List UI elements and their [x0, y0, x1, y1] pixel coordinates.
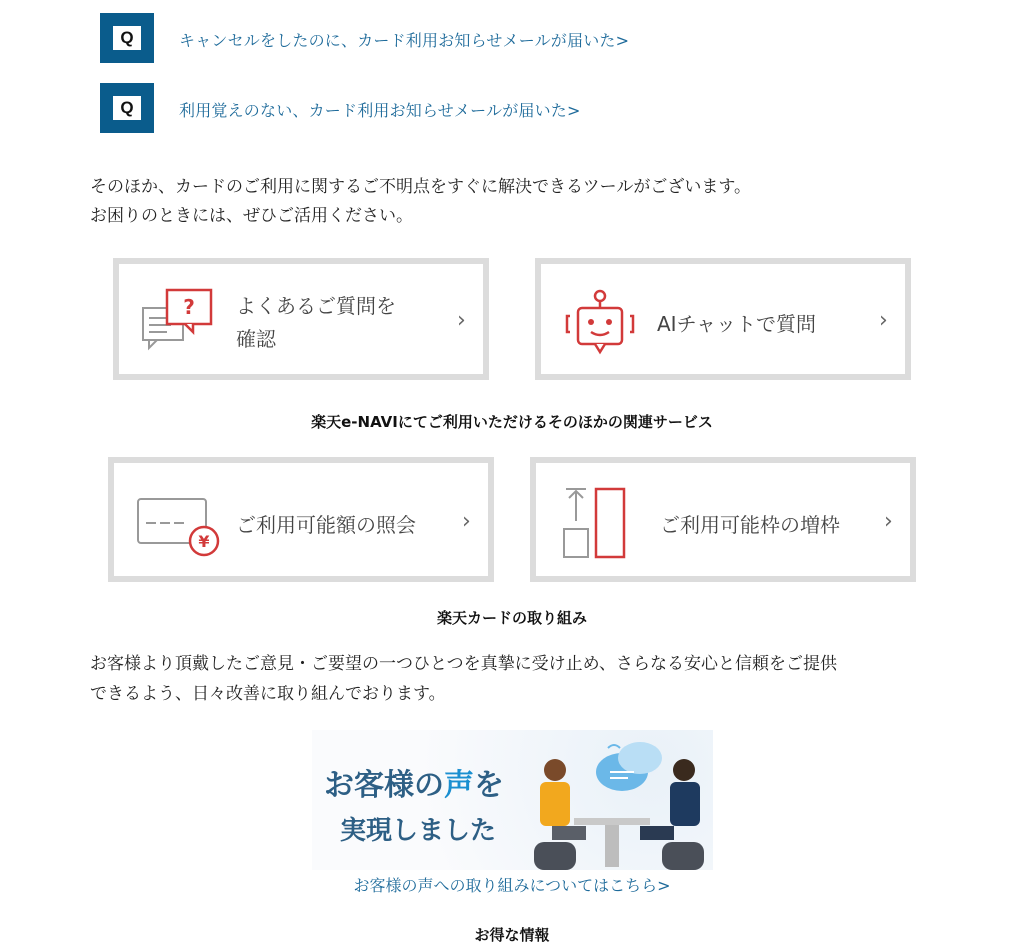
intro-text-line1: そのほか、カードのご利用に関するご不明点をすぐに解決できるツールがございます。	[90, 177, 751, 197]
chevron-right-icon: ›	[457, 308, 466, 333]
banner-text-koe: 声	[444, 768, 474, 803]
chevron-right-icon: ›	[884, 509, 893, 534]
limit-increase-label: ご利用可能枠の増枠	[660, 513, 840, 537]
limit-increase-card[interactable]	[530, 457, 916, 582]
robot-icon	[561, 286, 639, 358]
chevron-right-icon: ›	[879, 308, 888, 333]
faq-card[interactable]	[113, 258, 489, 380]
efforts-section-title: 楽天カードの取り組み	[436, 609, 587, 627]
intro-text-line2: お困りのときには、ぜひご活用ください。	[90, 206, 413, 226]
customer-voice-banner[interactable]	[312, 730, 713, 870]
faq-chat-icon	[137, 286, 217, 354]
customer-voice-link[interactable]: お客様の声への取り組みについてはこちら>	[353, 876, 671, 895]
ai-chat-card[interactable]	[535, 258, 911, 380]
available-balance-card[interactable]	[108, 457, 494, 582]
q-letter: Q	[113, 26, 141, 50]
banner-text-okyakusama: お客様の	[324, 768, 444, 803]
deals-section-title: お得な情報	[474, 926, 550, 944]
banner-headline-line1	[324, 760, 504, 804]
chevron-right-icon: ›	[462, 509, 471, 534]
faq-link-unknown-mail[interactable]: 利用覚えのない、カード利用お知らせメールが届いた>	[179, 101, 581, 120]
banner-headline-line2: 実現しました	[340, 816, 497, 846]
q-badge	[100, 83, 154, 133]
enavi-section-title: 楽天e-NAVIにてご利用いただけるそのほかの関連サービス	[311, 413, 713, 431]
efforts-text-line2: できるよう、日々改善に取り組んでおります。	[90, 684, 446, 704]
limit-increase-icon	[558, 483, 638, 563]
svg-text:¥: ¥	[198, 532, 210, 551]
faq-card-label-line2: 確認	[236, 327, 276, 351]
faq-link-cancel-mail[interactable]: キャンセルをしたのに、カード利用お知らせメールが届いた>	[179, 31, 630, 50]
available-balance-label: ご利用可能額の照会	[236, 513, 416, 537]
two-people-talking-illustration	[512, 730, 713, 870]
ai-chat-card-label: AIチャットで質問	[657, 312, 816, 336]
card-yen-icon	[134, 491, 222, 559]
efforts-text-line1: お客様より頂戴したご意見・ご要望の一つひとつを真摯に受け止め、さらなる安心と信頼をご提供	[90, 654, 837, 674]
banner-text-wo: を	[474, 768, 504, 803]
faq-card-label-line1: よくあるご質問を	[236, 294, 396, 318]
q-letter: Q	[113, 96, 141, 120]
svg-text:?: ?	[183, 295, 195, 319]
q-badge	[100, 13, 154, 63]
